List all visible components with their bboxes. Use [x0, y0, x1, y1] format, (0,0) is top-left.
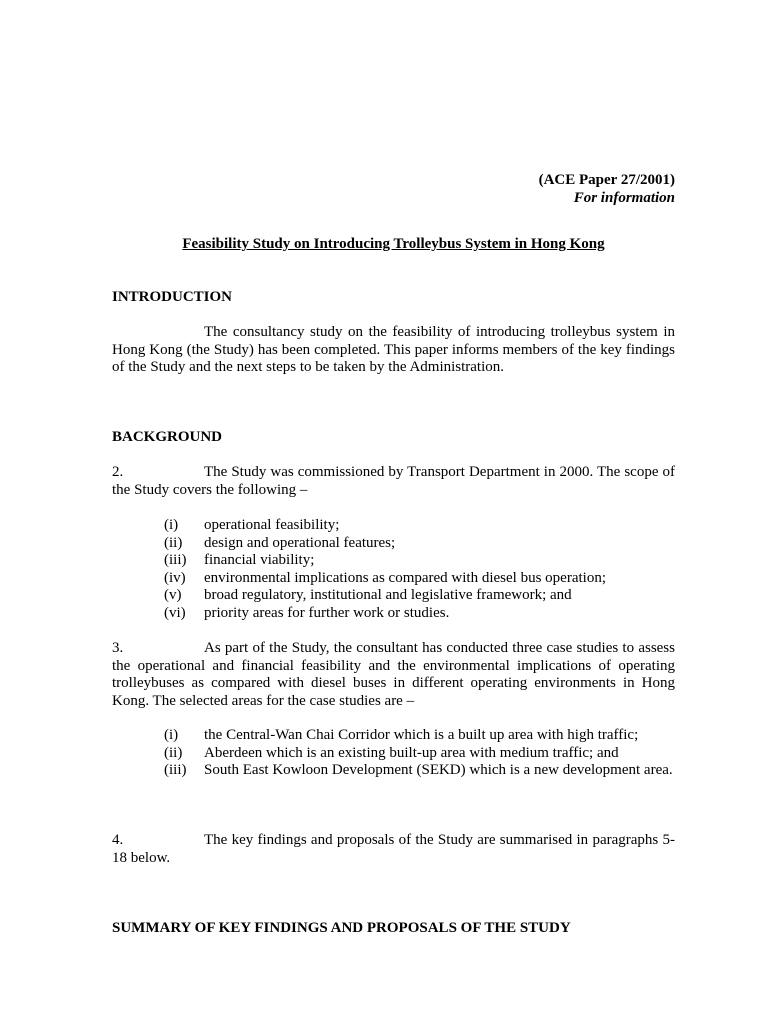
- list-marker: (i): [164, 727, 179, 743]
- list-item: [164, 762, 675, 780]
- paragraph-text: The Study was commissioned by Transport Department in 2000. The scope of the Study covers the following –: [112, 464, 675, 498]
- list-marker: (iii): [164, 762, 187, 778]
- list-marker: (ii): [164, 534, 183, 551]
- list-item: [164, 552, 675, 570]
- list-item-text: South East Kowloon Development (SEKD) which is a new development area.: [204, 762, 673, 778]
- paragraph-3: [112, 640, 675, 710]
- document-title: Feasibility Study on Introducing Trolleybus System in Hong Kong: [182, 236, 605, 252]
- list-item-text: design and operational features;: [204, 534, 396, 551]
- case-study-list: [164, 727, 675, 780]
- list-item-text: environmental implications as compared with diesel bus operation;: [204, 569, 606, 586]
- paper-reference: [539, 172, 675, 207]
- list-item: [164, 517, 675, 535]
- list-item-text: the Central-Wan Chai Corridor which is a built up area with high traffic;: [204, 727, 639, 743]
- list-marker: (ii): [164, 744, 183, 761]
- list-item-text: financial viability;: [204, 552, 315, 568]
- paragraph-number: 2.: [112, 464, 124, 480]
- list-marker: (vi): [164, 604, 186, 621]
- list-item: [164, 745, 675, 763]
- list-marker: (i): [164, 517, 179, 533]
- list-item: [164, 727, 675, 745]
- scope-list: [164, 517, 675, 622]
- list-item: [164, 605, 675, 623]
- heading-summary: SUMMARY OF KEY FINDINGS AND PROPOSALS OF THE STUDY: [112, 920, 571, 936]
- paragraph-1: The consultancy study on the feasibility of introducing trolleybus system in Hong Kong (the Study) has been completed. This paper informs members of the key findings of the Study and the next steps to be taken by the Administration.: [112, 324, 675, 375]
- list-marker: (iii): [164, 552, 187, 568]
- paragraph-text: As part of the Study, the consultant has conducted three case studies to assess the operational and financial feasibility and the environmental implications of operating trolleybuses as compared with diesel buses in different operating environments in Hong Kong. The selected areas for the case studies are –: [112, 640, 675, 709]
- paragraph-number: 4.: [112, 832, 124, 848]
- list-item: [164, 570, 675, 588]
- list-marker: (v): [164, 587, 182, 603]
- list-item-text: broad regulatory, institutional and legislative framework; and: [204, 587, 572, 603]
- list-item: [164, 587, 675, 605]
- heading-background: BACKGROUND: [112, 429, 223, 445]
- paragraph-2: [112, 464, 675, 499]
- list-item: [164, 535, 675, 553]
- paragraph-4: [112, 832, 675, 867]
- paragraph-number: 3.: [112, 640, 124, 656]
- paper-number: (ACE Paper 27/2001): [538, 172, 675, 188]
- list-item-text: operational feasibility;: [204, 517, 340, 533]
- heading-introduction: INTRODUCTION: [112, 289, 233, 305]
- paragraph-text: The key findings and proposals of the Study are summarised in paragraphs 5-18 below.: [112, 832, 675, 866]
- list-marker: (iv): [164, 569, 186, 586]
- list-item-text: priority areas for further work or studies.: [204, 604, 450, 621]
- document-page: [112, 0, 675, 1024]
- paper-classification: For information: [573, 189, 675, 206]
- list-item-text: Aberdeen which is an existing built-up area with medium traffic; and: [204, 744, 619, 761]
